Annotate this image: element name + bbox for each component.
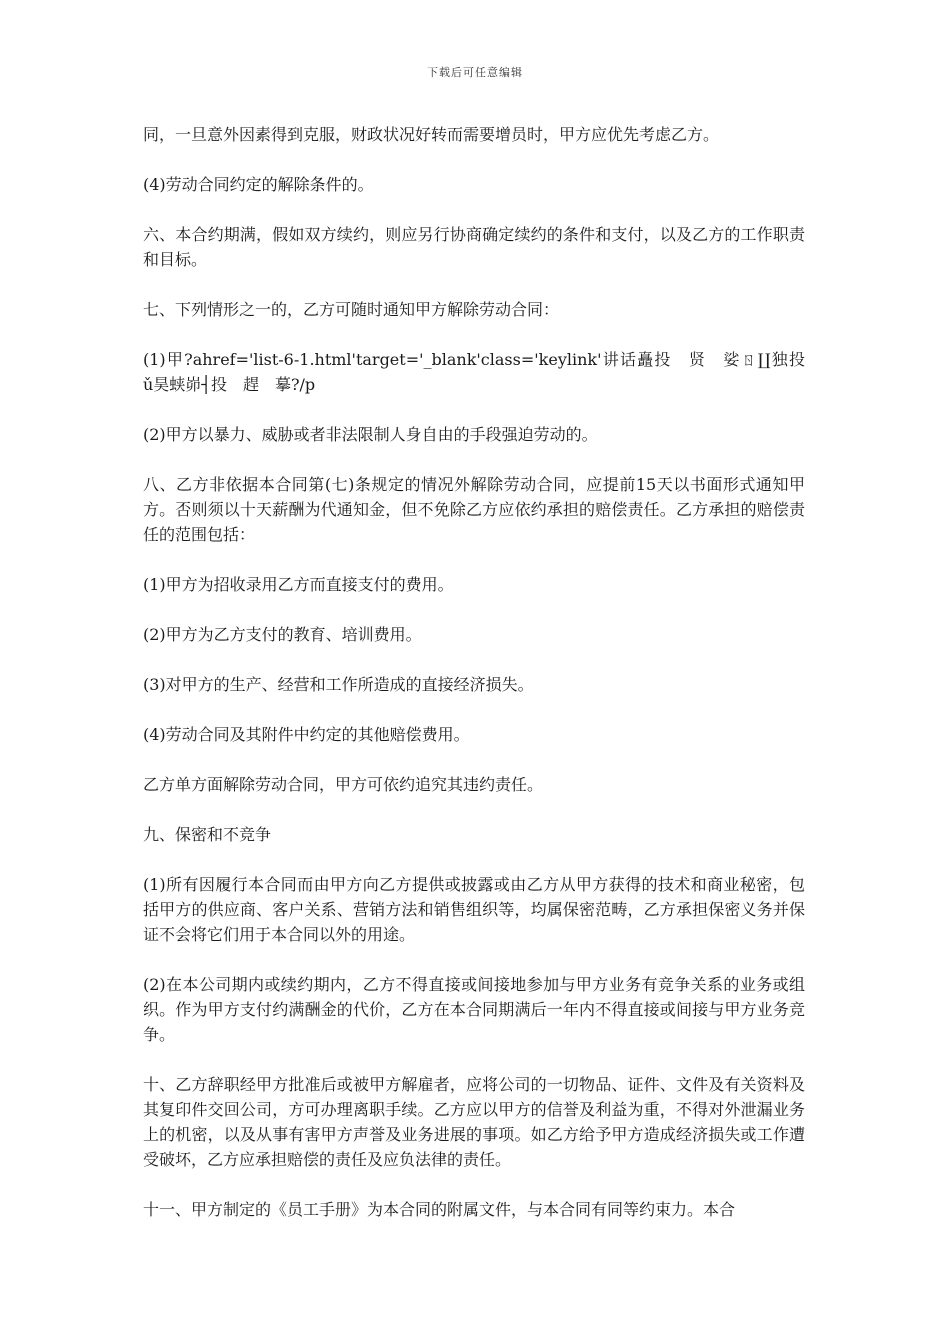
document-body <box>143 122 822 1247</box>
paragraph: (1)甲方为招收录用乙方而直接支付的费用。 <box>143 575 454 594</box>
paragraph: 乙方单方面解除劳动合同，甲方可依约追究其违约责任。 <box>143 775 544 794</box>
paragraph: 八、乙方非依据本合同第(七)条规定的情况外解除劳动合同，应提前15天以书面形式通知甲方。否则须以十天薪酬为代通知金，但不免除乙方应依约承担的赔偿责任。乙方承担的赔偿责任的范围包括： <box>143 475 805 544</box>
paragraph: (4)劳动合同约定的解除条件的。 <box>143 175 374 194</box>
paragraph: 六、本合约期满，假如双方续约，则应另行协商确定续约的条件和支付，以及乙方的工作职责和目标。 <box>143 225 805 269</box>
paragraph: 同，一旦意外因素得到克服，财政状况好转而需要增员时，甲方应优先考虑乙方。 <box>143 125 720 144</box>
paragraph-garbled: (1)甲?ahref='list-6-1.html'target='_blank'class='keylink'讲话矗投 贤 娑ㄖ∐独投 ǔ昊蛱峁┤投 趕 摹?/p <box>143 350 822 394</box>
paragraph: (3)对甲方的生产、经营和工作所造成的直接经济损失。 <box>143 675 534 694</box>
paragraph: 七、下列情形之一的，乙方可随时通知甲方解除劳动合同： <box>143 300 560 319</box>
paragraph: 十、乙方辞职经甲方批准后或被甲方解雇者，应将公司的一切物品、证件、文件及有关资料及其复印件交回公司，方可办理离职手续。乙方应以甲方的信誉及利益为重，不得对外泄漏业务上的机密，以及从事有害甲方声誉及业务进展的事项。如乙方给予甲方造成经济损失或工作遭受破坏，乙方应承担赔偿的责任及应负法律的责任。 <box>143 1075 805 1169</box>
paragraph: (2)在本公司期内或续约期内，乙方不得直接或间接地参加与甲方业务有竞争关系的业务或组织。作为甲方支付约满酬金的代价，乙方在本合同期满后一年内不得直接或间接与甲方业务竞争。 <box>143 975 805 1044</box>
paragraph: (2)甲方为乙方支付的教育、培训费用。 <box>143 625 422 644</box>
section-heading: 九、保密和不竞争 <box>143 825 272 844</box>
paragraph: 十一、甲方制定的《员工手册》为本合同的附属文件，与本合同有同等约束力。本合 <box>143 1200 736 1219</box>
paragraph: (2)甲方以暴力、威胁或者非法限制人身自由的手段强迫劳动的。 <box>143 425 598 444</box>
page-header: 下载后可任意编辑 <box>427 66 523 79</box>
paragraph: (1)所有因履行本合同而由甲方向乙方提供或披露或由乙方从甲方获得的技术和商业秘密，包括甲方的供应商、客户关系、营销方法和销售组织等，均属保密范畴，乙方承担保密义务并保证不会将它们用于本合同以外的用途。 <box>143 875 805 944</box>
paragraph: (4)劳动合同及其附件中约定的其他赔偿费用。 <box>143 725 470 744</box>
